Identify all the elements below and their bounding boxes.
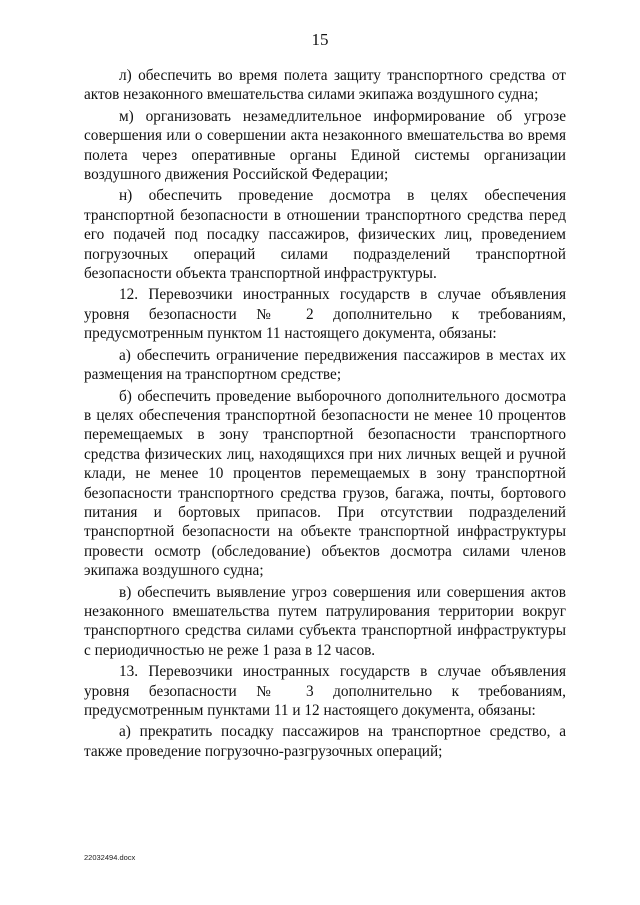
document-filename: 22032494.docx — [84, 853, 136, 862]
clause-12-item-b: б) обеспечить проведение выборочного дополнительного досмотра в целях обеспечения транспортной безопасности не менее 10 процентов перемещаемых в зону транспортной безопасности транспортного средства физических лиц, находящихся при них личных вещей и ручной клади, не менее 10 процентов перемещаемых в зону транспортной безопасности транспортного средства грузов, багажа, почты, бортового питания и бортовых припасов. При отсутствии подразделений транспортной безопасности на объекте транспортной инфраструктуры провести осмотр (обследование) объектов досмотра силами членов экипажа воздушного судна; — [84, 387, 566, 580]
clause-12-item-v: в) обеспечить выявление угроз совершения или совершения актов незаконного вмешательства путем патрулирования территории вокруг транспортного средства силами субъекта транспортной инфраструктуры с периодичностью не реже 1 раза в 12 часов. — [84, 583, 566, 659]
clause-13: 13. Перевозчики иностранных государств в случае объявления уровня безопасности № 3 дополнительно к требованиям, предусмотренным пунктами 11 и 12 настоящего документа, обязаны: — [84, 663, 566, 719]
clause-12: 12. Перевозчики иностранных государств в случае объявления уровня безопасности № 2 дополнительно к требованиям, предусмотренным пунктом 11 настоящего документа, обязаны: — [84, 286, 566, 343]
page-number: 15 — [311, 30, 329, 49]
document-body — [84, 66, 566, 763]
clause-12-item-a: а) обеспечить ограничение передвижения пассажиров в местах их размещения на транспортном средстве; — [84, 346, 566, 384]
paragraph-n: н) обеспечить проведение досмотра в целях обеспечения транспортной безопасности в отношении транспортного средства перед его подачей под посадку пассажиров, физических лиц, проведением погрузочных операций силами подразделений транспортной безопасности объекта транспортной инфраструктуры. — [84, 187, 566, 283]
paragraph-m: м) организовать незамедлительное информирование об угрозе совершения или о совершении акта незаконного вмешательства во время полета через оперативные органы Единой системы организации воздушного движения Российской Федерации; — [84, 107, 566, 184]
clause-13-item-a: а) прекратить посадку пассажиров на транспортное средство, а также проведение погрузочно-разгрузочных операций; — [84, 723, 566, 760]
paragraph-l: л) обеспечить во время полета защиту транспортного средства от актов незаконного вмешательства силами экипажа воздушного судна; — [84, 67, 566, 104]
